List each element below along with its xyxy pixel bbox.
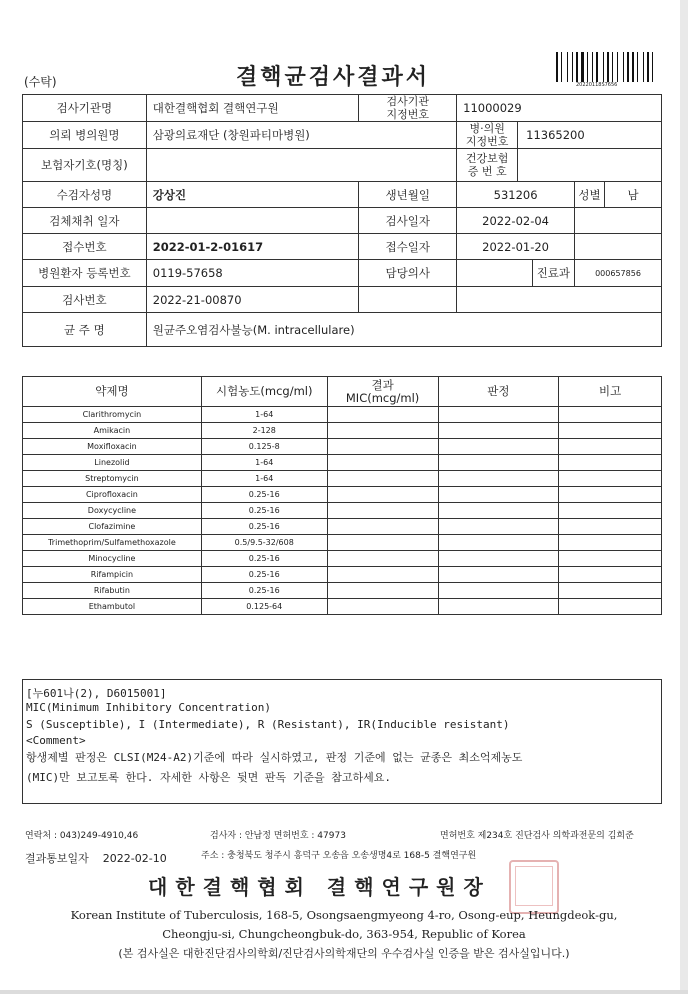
barcode-bar [632,52,634,82]
table-row [23,95,662,122]
remark [559,535,662,551]
hosp-code-label: 병·의원 지정번호 [457,122,518,148]
barcode-bar [576,52,578,82]
table-row [23,551,662,567]
remark [559,439,662,455]
table-row [23,149,662,182]
collect-date-label: 검체채취 일자 [23,208,147,234]
certification-note: (본 검사실은 대한진단검사의학회/진단검사의학재단의 우수검사실 인증을 받은 검사실입니다.) [118,947,570,960]
receipt-no-label: 접수번호 [23,234,147,260]
mic-result [327,423,438,439]
barcode-bar [599,52,602,82]
test-no-blank-2 [457,287,662,313]
patient-name-label: 수검자성명 [23,182,147,208]
comment-line: <Comment> [26,734,86,747]
document-title: 결핵균검사결과서 [236,65,431,90]
table-row [23,471,662,487]
table-row [23,567,662,583]
col-range-header: 시험농도(mcg/ml) [201,377,327,407]
barcode-bar [561,52,562,82]
interpretation [438,455,559,471]
barcode-bar [645,52,646,82]
sex-label: 성별 [575,182,605,208]
col-result-header: 결과 MIC(mcg/ml) [327,377,438,407]
mic-result [327,471,438,487]
barcode-bar [594,52,595,82]
test-range: 0.25-16 [201,583,327,599]
remark [559,567,662,583]
col-drug-header: 약제명 [23,377,202,407]
english-address-line1: Korean Institute of Tuberculosis, 168-5, Osongsaengmyeong 4-ro, Osong-eup, Heungdeok-gu, [70,908,618,922]
test-range: 0.25-16 [201,567,327,583]
table-row [23,182,662,208]
receipt-date-label: 접수일자 [359,234,457,260]
table-row [23,455,662,471]
barcode-bar [630,52,631,82]
interpretation [438,471,559,487]
drug-name: Minocycline [23,551,202,567]
barcode-bar [650,52,651,82]
exam-org-code-value: 11000029 [457,95,662,122]
barcode-bar [567,52,568,82]
mic-result [327,599,438,615]
table-row [23,313,662,347]
patient-reg-label: 병원환자 등록번호 [23,260,147,287]
barcode-bar [605,52,606,82]
exam-org-value: 대한결핵협회 결핵연구원 [146,95,359,122]
test-range: 1-64 [201,471,327,487]
remark [559,407,662,423]
english-address-line2: Cheongju-si, Chungcheongbuk-do, 363-954, Republic of Korea [162,927,526,941]
test-date-label: 검사일자 [359,208,457,234]
barcode-bar [643,52,644,82]
table-row [23,599,662,615]
remark [559,599,662,615]
barcode-bar [579,52,580,82]
barcode-bar [581,52,584,82]
barcode-bar [654,52,656,82]
mic-result [327,487,438,503]
table-row [23,583,662,599]
mic-result [327,455,438,471]
drug-name: Ciprofloxacin [23,487,202,503]
specialist-license: 면허번호 제234호 진단검사 의학과전문의 김희준 [440,831,634,841]
drug-name: Rifampicin [23,567,202,583]
remark [559,519,662,535]
director-title: 대한결핵협회 결핵연구원장 [148,875,491,899]
barcode-bar [587,52,588,82]
interpretation [438,535,559,551]
drug-name: Amikacin [23,423,202,439]
barcode-bar [556,52,558,82]
barcode-bar [569,52,571,82]
mic-result [327,567,438,583]
table-row [23,122,662,149]
table-row [23,487,662,503]
receipt-date-blank [575,234,662,260]
test-range: 1-64 [201,407,327,423]
mic-result [327,439,438,455]
test-range: 0.25-16 [201,551,327,567]
interpretation [438,599,559,615]
test-no-value: 2022-21-00870 [146,287,359,313]
barcode-bar [619,52,622,82]
page-edge-bottom [0,990,688,994]
interpretation [438,551,559,567]
comment-box [22,679,662,804]
interpretation [438,519,559,535]
sex-value: 남 [604,182,661,208]
table-header-row [23,377,662,407]
drug-name: Trimethoprim/Sulfamethoxazole [23,535,202,551]
address: 주소 : 충청북도 청주시 흥덕구 오송읍 오송생명4로 168-5 결핵연구원 [201,851,477,861]
test-date-value: 2022-02-04 [457,208,575,234]
remark [559,455,662,471]
organism-value: 원균주오염검사불능(M. intracellulare) [146,313,661,347]
test-range: 0.125-8 [201,439,327,455]
barcode-bar [585,52,586,82]
table-row [23,208,662,234]
hosp-code-cell [457,122,662,149]
dob-value: 531206 [457,182,575,208]
remark [559,423,662,439]
table-row [23,503,662,519]
test-range: 0.25-16 [201,519,327,535]
barcode-bar [614,52,616,82]
remark [559,551,662,567]
barcode-bar [627,52,629,82]
barcode-number: 20220118S7656 [576,82,618,88]
mic-result [327,535,438,551]
test-range: 0.25-16 [201,503,327,519]
notify-date-label: 결과통보일자 [25,852,89,865]
comment-line: (MIC)만 보고토록 한다. 자세한 사항은 뒷면 판독 기준을 참고하세요. [26,770,391,784]
health-ins-label: 건강보험 증 번 호 [457,149,518,181]
table-row [23,519,662,535]
insured-label: 보험자기호(명칭) [23,149,147,182]
organism-label: 균 주 명 [23,313,147,347]
barcode-bar [612,52,613,82]
drug-name: Clofazimine [23,519,202,535]
insured-value [146,149,456,182]
barcode-bar [623,52,624,82]
table-row [23,439,662,455]
remark [559,583,662,599]
barcode-bar [647,52,649,82]
patient-info-table [22,94,662,347]
comment-line: [누601나(2), D6015001] [26,687,167,700]
interpretation [438,487,559,503]
comment-line: S (Susceptible), I (Intermediate), R (Resistant), IR(Inducible resistant) [26,717,510,731]
patient-name-value: 강상진 [146,182,359,208]
table-row [23,260,662,287]
consignment-tag: (수탁) [24,75,57,89]
receipt-no-value: 2022-01-2-01617 [146,234,359,260]
barcode-bar [639,52,642,82]
notify-date-row [25,850,167,866]
test-range: 0.25-16 [201,487,327,503]
mic-result [327,519,438,535]
request-hosp-value: 삼광의료재단 (창원파티마병원) [146,122,456,149]
test-no-blank [359,287,457,313]
barcode-bar [607,52,609,82]
table-row [23,234,662,260]
interpretation [438,423,559,439]
col-interp-header: 판정 [438,377,559,407]
barcode-bar [574,52,575,82]
drug-name: Rifabutin [23,583,202,599]
page-edge-right [680,0,688,994]
susceptibility-table [22,376,662,615]
contact-number: 연락처 : 043)249-4910,46 [25,831,139,841]
collect-date-value [146,208,359,234]
remark [559,487,662,503]
hosp-code-value: 11365200 [526,128,585,142]
test-range: 1-64 [201,455,327,471]
barcode-bar [563,52,566,82]
test-no-label: 검사번호 [23,287,147,313]
interpretation [438,407,559,423]
doctor-value [457,260,575,287]
remark [559,471,662,487]
test-date-blank [575,208,662,234]
barcode-bar [603,52,604,82]
col-remark-header: 비고 [559,377,662,407]
interpretation [438,439,559,455]
barcode-bar [559,52,560,82]
test-range: 2-128 [201,423,327,439]
test-range: 0.125-64 [201,599,327,615]
test-range: 0.5/9.5-32/608 [201,535,327,551]
mic-result [327,407,438,423]
table-row [23,287,662,313]
request-hosp-label: 의뢰 병의원명 [23,122,147,149]
drug-name: Ethambutol [23,599,202,615]
mic-result [327,583,438,599]
drug-name: Moxifloxacin [23,439,202,455]
drug-name: Clarithromycin [23,407,202,423]
inspector-info: 검사자 : 안남정 면허번호 : 47973 [210,831,346,841]
drug-name: Linezolid [23,455,202,471]
barcode-bar [589,52,591,82]
barcode-bar [635,52,636,82]
mic-result [327,503,438,519]
mic-result [327,551,438,567]
notify-date-value: 2022-02-10 [102,852,167,865]
barcode-bar [617,52,618,82]
drug-name: Doxycycline [23,503,202,519]
receipt-date-value: 2022-01-20 [457,234,575,260]
interpretation [438,583,559,599]
official-seal [509,860,559,914]
barcode-bar [625,52,626,82]
comment-line: MIC(Minimum Inhibitory Concentration) [26,700,272,714]
dept-value: 000657856 [575,260,662,287]
drug-name: Streptomycin [23,471,202,487]
remark [559,503,662,519]
table-row [23,407,662,423]
barcode-bar [610,52,611,82]
barcode-bar [652,52,653,82]
interpretation [438,503,559,519]
dob-label: 생년월일 [359,182,457,208]
exam-org-code-label: 검사기관 지정번호 [359,95,457,122]
barcode-bar [596,52,598,82]
doctor-label: 담당의사 [359,260,457,287]
exam-org-label: 검사기관명 [23,95,147,122]
barcode [556,50,659,82]
health-ins-cell [457,149,662,182]
table-row [23,535,662,551]
comment-line: 항생제별 판정은 CLSI(M24-A2)기준에 따라 실시하였고, 판정 기준에 없는 균종은 최소억제농도 [26,751,523,764]
patient-reg-value: 0119-57658 [146,260,359,287]
table-row [23,423,662,439]
barcode-bar [572,52,573,82]
barcode-bar [637,52,638,82]
barcode-bar [592,52,593,82]
interpretation [438,567,559,583]
dept-label: 진료과 [532,260,574,286]
